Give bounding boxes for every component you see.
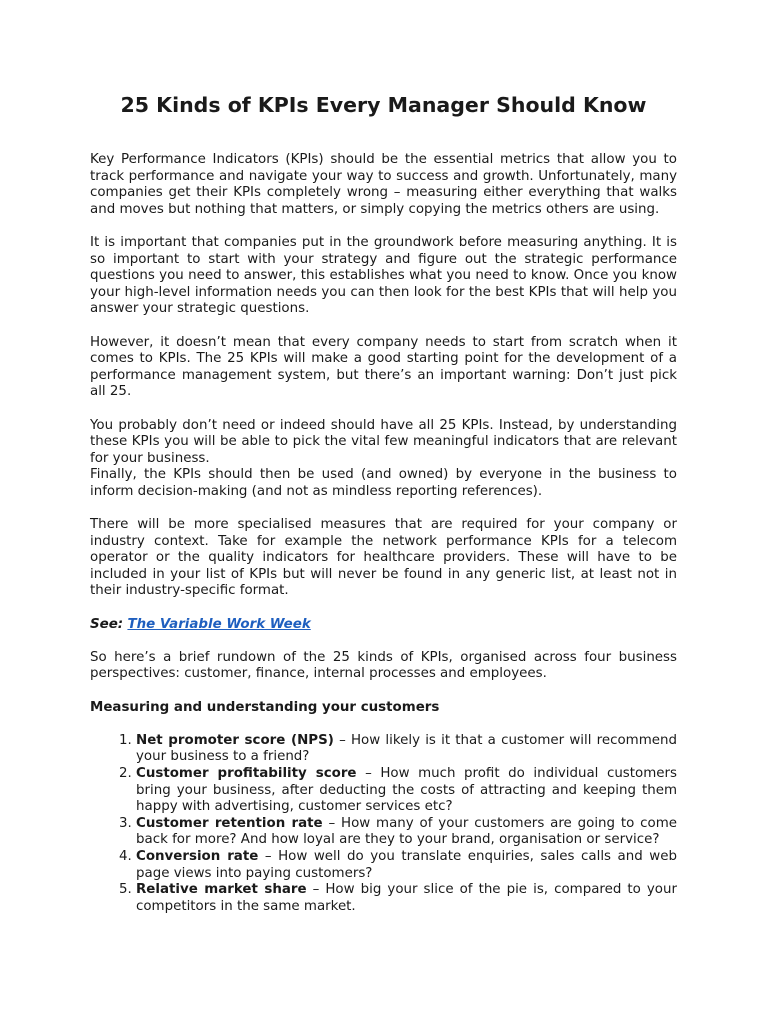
kpi-description: – How well do you translate enquiries, sales calls and web page views into paying customers? — [136, 848, 677, 881]
section-heading-customers: Measuring and understanding your customers — [90, 699, 440, 715]
customer-kpi-list — [90, 733, 677, 916]
variable-work-week-link[interactable]: The Variable Work Week — [127, 616, 311, 632]
kpi-term: Customer profitability score — [136, 765, 357, 781]
see-label: See: — [90, 616, 124, 632]
document-body — [90, 152, 677, 915]
kpi-description: – How likely is it that a customer will recommend your business to a friend? — [136, 732, 677, 765]
kpi-description: – How big your slice of the pie is, compared to your competitors in the same market. — [136, 882, 677, 914]
starting-point-paragraph: However, it doesn’t mean that every company needs to start from scratch when it comes to KPIs. The 25 KPIs will make a good starting point for the development of a performance management system, but there’s an important warning: Don’t just pick all 25. — [90, 334, 677, 400]
rundown-paragraph: So here’s a brief rundown of the 25 kinds of KPIs, organised across four business perspectives: customer, finance, internal processes and employees. — [90, 649, 677, 682]
kpi-term: Customer retention rate — [136, 815, 323, 831]
specialised-measures-paragraph: There will be more specialised measures that are required for your company or industry context. Take for example the network performance KPIs for a telecom operator or the quality indicators for healthcare providers. These will have to be included in your list of KPIs but will never be found in any generic list, at least not in their industry-specific format. — [90, 517, 677, 599]
kpi-description: – How much profit do individual customers bring your business, after deducting the costs of attracting and keeping them happy with advertising, customer services etc? — [136, 765, 677, 815]
intro-paragraph: Key Performance Indicators (KPIs) should be the essential metrics that allow you to track performance and navigate your way to success and growth. Unfortunately, many companies get their KPIs completely wrong – measuring either everything that walks and moves but nothing that matters, or simply copying the metrics others are using. — [90, 152, 677, 217]
list-item — [136, 733, 677, 766]
document-title: 25 Kinds of KPIs Every Manager Should Know — [120, 93, 647, 117]
list-item — [136, 849, 677, 882]
list-item — [136, 816, 677, 849]
kpi-description: – How many of your customers are going to come back for more? And how loyal are they to your brand, organisation or service? — [136, 815, 677, 848]
kpi-term: Relative market share — [136, 882, 307, 898]
ownership-paragraph: Finally, the KPIs should then be used (and owned) by everyone in the business to inform decision-making (and not as mindless reporting references). — [90, 467, 677, 499]
list-item — [136, 766, 677, 816]
see-also-line — [90, 617, 677, 634]
list-item — [136, 882, 677, 915]
vital-few-paragraph: You probably don’t need or indeed should have all 25 KPIs. Instead, by understanding these KPIs you will be able to pick the vital few meaningful indicators that are relevant for your business. — [90, 417, 677, 466]
kpi-term: Net promoter score (NPS) — [136, 732, 334, 748]
kpi-term: Conversion rate — [136, 848, 259, 864]
groundwork-paragraph: It is important that companies put in the groundwork before measuring anything. It is so important to start with your strategy and figure out the strategic performance questions you need to answer, this establishes what you need to know. Once you know your high-level information needs you can then look for the best KPIs that will help you answer your strategic questions. — [90, 234, 677, 317]
